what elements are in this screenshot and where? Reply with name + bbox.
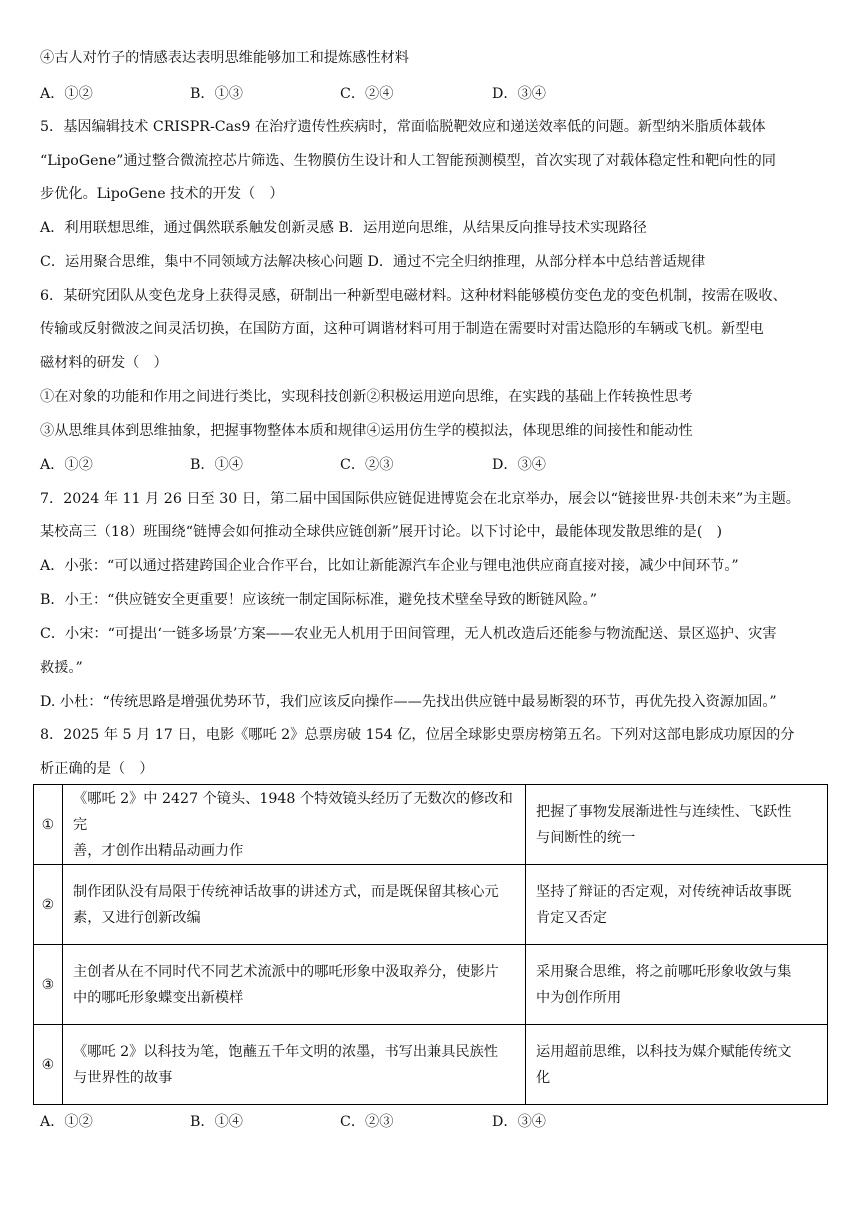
q4-option-b[interactable]: B．①③: [190, 86, 243, 102]
q8-option-a[interactable]: A．①②: [40, 1114, 93, 1130]
row-analysis: 把握了事物发展渐进性与连续性、飞跃性 与间断性的统一: [526, 785, 828, 865]
row-number: ④: [34, 1025, 63, 1105]
row-analysis: 采用聚合思维，将之前哪吒形象收敛与集 中为创作所用: [526, 945, 828, 1025]
q5-stem-line-3: 步优化。LipoGene 技术的开发（ ）: [40, 186, 284, 202]
q7-option-c-line-2: 救援。”: [40, 660, 83, 676]
q7-option-b[interactable]: B．小王：“供应链安全更重要！应该统一制定国际标准，避免技术壁垒导致的断链风险。”: [40, 592, 597, 608]
q6-stem-line-1: 6．某研究团队从变色龙身上获得灵感，研制出一种新型电磁材料。这种材料能够模仿变色龙的变色机制，按需在吸收、: [40, 288, 787, 304]
row-number: ③: [34, 945, 63, 1025]
q6-option-a[interactable]: A．①②: [40, 457, 93, 473]
q8-stem-line-2: 析正确的是（ ）: [40, 761, 154, 777]
q5-stem-line-2: “LipoGene”通过整合微流控芯片筛选、生物膜仿生设计和人工智能预测模型，首次实现了对载体稳定性和靶向性的同: [40, 153, 776, 169]
q7-option-c-line-1[interactable]: C．小宋：“可提出‘一链多场景’方案——农业无人机用于田间管理，无人机改造后还能参与物流配送、景区巡护、灾害: [40, 626, 777, 642]
q8-option-c[interactable]: C．②③: [340, 1114, 394, 1130]
row-number: ①: [34, 785, 63, 865]
q6-option-b[interactable]: B．①④: [190, 457, 243, 473]
q8-option-b[interactable]: B．①④: [190, 1114, 243, 1130]
q8-stem-line-1: 8．2025 年 5 月 17 日，电影《哪吒 2》总票房破 154 亿，位居全球影史票房榜第五名。下列对这部电影成功原因的分: [40, 727, 795, 743]
q4-item-4: ④古人对竹子的情感表达表明思维能够加工和提炼感性材料: [40, 50, 409, 66]
table-row: [34, 945, 828, 1025]
q6-items-12: ①在对象的功能和作用之间进行类比，实现科技创新②积极运用逆向思维，在实践的基础上作转换性思考: [40, 389, 693, 405]
q6-stem-line-2: 传输或反射微波之间灵活切换，在国防方面，这种可调谐材料可用于制造在需要时对雷达隐形的车辆或飞机。新型电: [40, 321, 764, 337]
q8-option-d[interactable]: D．③④: [492, 1114, 546, 1130]
q4-option-d[interactable]: D．③④: [492, 86, 546, 102]
row-analysis: 运用超前思维，以科技为媒介赋能传统文 化: [526, 1025, 828, 1105]
q5-stem-line-1: 5．基因编辑技术 CRISPR-Cas9 在治疗遗传性疾病时，常面临脱靶效应和递送效率低的问题。新型纳米脂质体载体: [40, 119, 766, 135]
q7-stem-line-2: 某校高三（18）班围绕“链博会如何推动全球供应链创新”展开讨论。以下讨论中，最能体现发散思维的是( ): [40, 524, 723, 540]
row-material: 《哪吒 2》中 2427 个镜头、1948 个特效镜头经历了无数次的修改和完 善，才创作出精品动画力作: [63, 785, 526, 865]
row-material: 制作团队没有局限于传统神话故事的讲述方式，而是既保留其核心元 素，又进行创新改编: [63, 865, 526, 945]
q8-analysis-table: [33, 784, 828, 1105]
q6-stem-line-3: 磁材料的研发（ ）: [40, 355, 168, 371]
q7-option-a[interactable]: A．小张：“可以通过搭建跨国企业合作平台，比如让新能源汽车企业与锂电池供应商直接对接，减少中间环节。”: [40, 558, 739, 574]
q5-options-ab[interactable]: A．利用联想思维，通过偶然联系触发创新灵感 B．运用逆向思维，从结果反向推导技术实现路径: [40, 220, 647, 236]
q4-option-c[interactable]: C．②④: [340, 86, 394, 102]
row-material: 主创者从在不同时代不同艺术流派中的哪吒形象中汲取养分，使影片 中的哪吒形象蝶变出新模样: [63, 945, 526, 1025]
table-row: [34, 865, 828, 945]
q5-options-cd[interactable]: C．运用聚合思维，集中不同领域方法解决核心问题 D．通过不完全归纳推理，从部分样本中总结普适规律: [40, 254, 706, 270]
q6-items-34: ③从思维具体到思维抽象，把握事物整体本质和规律④运用仿生学的模拟法，体现思维的间接性和能动性: [40, 423, 693, 439]
q7-option-d[interactable]: D. 小杜：“传统思路是增强优势环节，我们应该反向操作——先找出供应链中最易断裂的环节，再优先投入资源加固。”: [40, 694, 777, 710]
q6-option-d[interactable]: D．③④: [492, 457, 546, 473]
table-row: [34, 785, 828, 865]
row-analysis: 坚持了辩证的否定观，对传统神话故事既 肯定又否定: [526, 865, 828, 945]
row-material: 《哪吒 2》以科技为笔，饱蘸五千年文明的浓墨，书写出兼具民族性 与世界性的故事: [63, 1025, 526, 1105]
q6-option-c[interactable]: C．②③: [340, 457, 394, 473]
row-number: ②: [34, 865, 63, 945]
table-row: [34, 1025, 828, 1105]
q4-option-a[interactable]: A．①②: [40, 86, 93, 102]
q7-stem-line-1: 7．2024 年 11 月 26 日至 30 日，第二届中国国际供应链促进博览会在北京举办，展会以“链接世界·共创未来”为主题。: [40, 491, 800, 507]
